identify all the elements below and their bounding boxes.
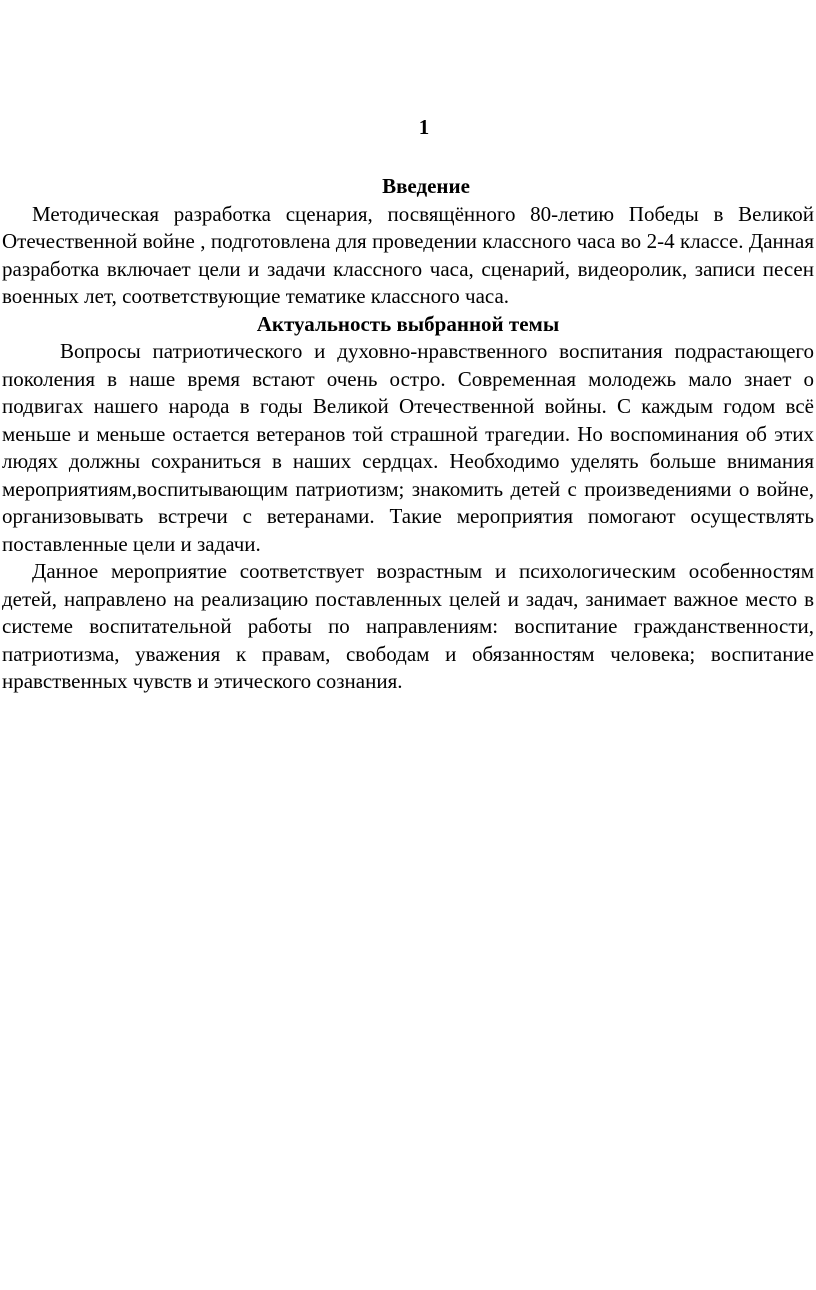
section-heading-introduction: Введение [382, 174, 470, 198]
section-heading-relevance: Актуальность выбранной темы [256, 311, 560, 336]
paragraph-relevance-2: Данное мероприятие соответствует возрастным и психологическим особенностям детей, направлено на реализацию поставленных целей и задач, занимает важное место в системе воспитательной работы по направлениям: воспитание гражданственности, патриотизма, уважения к правам, свободам и обязанностям человека; воспитание нравственных чувств и этического сознания. [2, 559, 814, 693]
paragraph-relevance-1: Вопросы патриотического и духовно-нравственного воспитания подрастающего поколения в наше время встают очень остро. Современная молодежь мало знает о подвигах нашего народа в годы Великой Отечественной войны. С каждым годом всё меньше и меньше остается ветеранов той страшной трагедии. Но воспоминания об этих людях должны сохраниться в наших сердцах. Необходимо уделять больше внимания мероприятиям,воспитывающим патриотизм; знакомить детей с произведениями о войне, организовывать встречи с ветеранами. Такие мероприятия помогают осуществлять поставленные цели и задачи. [2, 339, 814, 556]
paragraph-introduction: Методическая разработка сценария, посвящённого 80-летию Победы в Великой Отечественной войне , подготовлена для проведении классного часа во 2-4 классе. Данная разработка включает цели и задачи классного часа, сценарий, видеоролик, записи песен военных лет, соответствующие тематике классного часа. [2, 201, 814, 308]
page-number: 1 [418, 115, 430, 139]
document-body [2, 173, 814, 696]
